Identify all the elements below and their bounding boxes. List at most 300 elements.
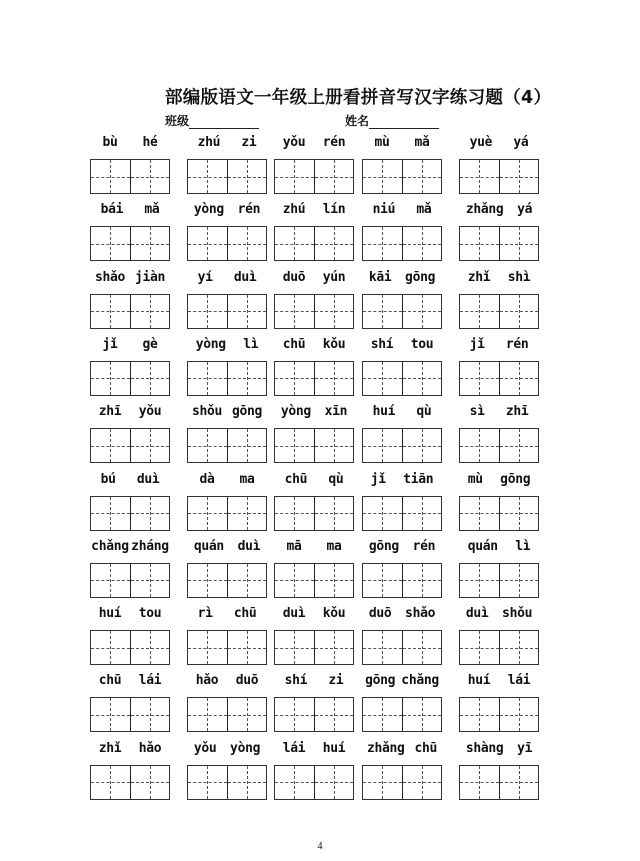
tianzige-box (274, 563, 354, 598)
writing-cell[interactable] (460, 497, 499, 530)
writing-cell[interactable] (499, 766, 539, 799)
writing-cell[interactable] (314, 227, 354, 260)
tianzige-box (459, 765, 539, 800)
pinyin-label (362, 741, 442, 756)
writing-cell[interactable] (130, 429, 170, 462)
writing-cell[interactable] (227, 766, 267, 799)
writing-cell[interactable] (460, 160, 499, 193)
writing-cell[interactable] (363, 497, 402, 530)
writing-cell[interactable] (402, 227, 442, 260)
pinyin-syllable: yí (197, 269, 213, 285)
pinyin-syllable: qù (416, 404, 432, 420)
tianzige-box (187, 361, 267, 396)
writing-cell[interactable] (314, 362, 354, 395)
pinyin-syllable: xīn (324, 404, 348, 420)
writing-cell[interactable] (91, 295, 130, 328)
writing-cell[interactable] (188, 429, 227, 462)
pinyin-syllable: gōng (405, 269, 436, 285)
pinyin-syllable: duì (136, 471, 160, 487)
writing-cell[interactable] (275, 362, 314, 395)
pinyin-syllable: mā (286, 538, 302, 554)
pinyin-label (459, 539, 539, 554)
tianzige-box (362, 226, 442, 261)
pinyin-syllable: bù (102, 135, 118, 150)
pinyin-syllable: zi (241, 135, 257, 150)
pinyin-syllable: rì (197, 606, 213, 622)
tianzige-box (274, 496, 354, 531)
pinyin-label (274, 337, 354, 352)
pinyin-syllable: chū (98, 673, 122, 689)
pinyin-syllable: zháng (131, 538, 169, 554)
tianzige-box (90, 496, 170, 531)
tianzige-box (187, 496, 267, 531)
writing-cell[interactable] (499, 227, 539, 260)
writing-cell[interactable] (314, 631, 354, 664)
pinyin-syllable: mǎ (414, 135, 430, 150)
pinyin-syllable: ma (239, 471, 255, 487)
writing-cell[interactable] (91, 497, 130, 530)
worksheet-title: 部编版语文一年级上册看拼音写汉字练习题（4） (165, 88, 552, 108)
writing-cell[interactable] (227, 429, 267, 462)
pinyin-syllable: quán (467, 538, 498, 554)
pinyin-label (362, 337, 442, 352)
pinyin-syllable: huí (467, 673, 491, 689)
writing-cell[interactable] (363, 160, 402, 193)
writing-cell[interactable] (460, 295, 499, 328)
pinyin-syllable: zhǎng (366, 740, 405, 756)
pinyin-syllable: shǎo (405, 606, 436, 622)
pinyin-syllable: gōng (500, 471, 531, 487)
tianzige-box (362, 496, 442, 531)
tianzige-box (90, 765, 170, 800)
pinyin-syllable: qù (328, 471, 344, 487)
pinyin-syllable: gè (142, 336, 158, 352)
pinyin-label (459, 472, 539, 487)
name-blank-line[interactable] (369, 116, 439, 129)
writing-cell[interactable] (188, 698, 227, 731)
writing-cell[interactable] (130, 362, 170, 395)
pinyin-syllable: zhú (282, 202, 306, 218)
pinyin-syllable: bái (100, 202, 124, 218)
pinyin-label (274, 539, 354, 554)
writing-cell[interactable] (91, 160, 130, 193)
pinyin-syllable: bú (100, 471, 116, 487)
pinyin-syllable: zhú (197, 135, 221, 150)
tianzige-box (459, 294, 539, 329)
tianzige-box (274, 226, 354, 261)
writing-cell[interactable] (402, 429, 442, 462)
writing-cell[interactable] (130, 160, 170, 193)
tianzige-box (274, 428, 354, 463)
pinyin-syllable: duō (282, 269, 306, 285)
pinyin-syllable: shì (507, 269, 531, 285)
writing-cell[interactable] (314, 564, 354, 597)
tianzige-box (90, 428, 170, 463)
writing-cell[interactable] (402, 698, 442, 731)
tianzige-box (362, 294, 442, 329)
tianzige-box (187, 294, 267, 329)
pinyin-syllable: yòng (280, 404, 311, 420)
writing-cell[interactable] (460, 362, 499, 395)
pinyin-syllable: yòng (195, 336, 226, 352)
pinyin-syllable: jǐ (469, 336, 485, 352)
pinyin-label (187, 337, 267, 352)
tianzige-box (274, 159, 354, 194)
pinyin-label (187, 606, 267, 621)
pinyin-syllable: rén (322, 135, 346, 150)
writing-cell[interactable] (227, 631, 267, 664)
pinyin-syllable: yá (513, 135, 529, 150)
pinyin-label (274, 270, 354, 285)
class-label: 班级 (165, 114, 190, 128)
writing-cell[interactable] (314, 497, 354, 530)
writing-cell[interactable] (227, 698, 267, 731)
pinyin-label (187, 741, 267, 756)
pinyin-label (90, 741, 170, 756)
writing-cell[interactable] (314, 429, 354, 462)
pinyin-label (90, 270, 170, 285)
writing-cell[interactable] (91, 631, 130, 664)
writing-cell[interactable] (460, 631, 499, 664)
tianzige-box (362, 765, 442, 800)
pinyin-syllable: hǎo (195, 673, 219, 689)
writing-cell[interactable] (499, 698, 539, 731)
pinyin-label (362, 135, 442, 150)
tianzige-box (459, 159, 539, 194)
writing-cell[interactable] (130, 497, 170, 530)
pinyin-syllable: chū (282, 336, 306, 352)
writing-cell[interactable] (499, 295, 539, 328)
pinyin-label (90, 135, 170, 150)
pinyin-syllable: tiān (403, 471, 434, 487)
writing-cell[interactable] (499, 362, 539, 395)
pinyin-label (187, 472, 267, 487)
tianzige-box (459, 361, 539, 396)
tianzige-box (362, 563, 442, 598)
pinyin-label (362, 472, 442, 487)
tianzige-box (187, 159, 267, 194)
pinyin-syllable: yá (517, 202, 533, 218)
tianzige-box (90, 630, 170, 665)
pinyin-label (274, 135, 354, 150)
pinyin-label (274, 472, 354, 487)
writing-cell[interactable] (402, 766, 442, 799)
pinyin-syllable: yǒu (138, 404, 162, 420)
pinyin-label (459, 337, 539, 352)
writing-cell[interactable] (130, 766, 170, 799)
tianzige-box (187, 563, 267, 598)
writing-cell[interactable] (227, 564, 267, 597)
pinyin-syllable: yòng (193, 202, 224, 218)
writing-cell[interactable] (275, 295, 314, 328)
pinyin-label (459, 202, 539, 217)
page-number: 4 (317, 841, 323, 852)
pinyin-label (187, 270, 267, 285)
writing-cell[interactable] (402, 497, 442, 530)
pinyin-syllable: yī (517, 740, 533, 756)
pinyin-syllable: duō (368, 606, 392, 622)
writing-cell[interactable] (275, 429, 314, 462)
pinyin-label (274, 606, 354, 621)
pinyin-syllable: gōng (231, 404, 263, 420)
writing-cell[interactable] (188, 766, 227, 799)
tianzige-box (90, 294, 170, 329)
tianzige-box (362, 361, 442, 396)
pinyin-syllable: mù (374, 135, 390, 150)
writing-cell[interactable] (363, 564, 402, 597)
writing-cell[interactable] (227, 295, 267, 328)
pinyin-syllable: rén (237, 202, 261, 218)
writing-cell[interactable] (363, 631, 402, 664)
writing-cell[interactable] (499, 631, 539, 664)
writing-cell[interactable] (227, 362, 267, 395)
pinyin-label (459, 606, 539, 621)
pinyin-syllable: chǎng (91, 538, 129, 554)
pinyin-syllable: sì (469, 404, 485, 420)
tianzige-box (274, 765, 354, 800)
writing-cell[interactable] (314, 295, 354, 328)
writing-cell[interactable] (460, 227, 499, 260)
writing-cell[interactable] (363, 362, 402, 395)
writing-cell[interactable] (275, 698, 314, 731)
pinyin-label (187, 135, 267, 150)
tianzige-box (459, 697, 539, 732)
pinyin-syllable: mǎ (416, 202, 432, 218)
pinyin-syllable: rén (412, 538, 436, 554)
pinyin-syllable: chū (233, 606, 257, 622)
pinyin-label (459, 673, 539, 688)
writing-cell[interactable] (314, 766, 354, 799)
writing-cell[interactable] (460, 429, 499, 462)
pinyin-syllable: mù (467, 471, 483, 487)
writing-cell[interactable] (402, 295, 442, 328)
tianzige-box (362, 630, 442, 665)
writing-cell[interactable] (91, 227, 130, 260)
tianzige-box (362, 697, 442, 732)
writing-cell[interactable] (275, 631, 314, 664)
pinyin-syllable: lín (322, 202, 346, 218)
pinyin-syllable: hé (142, 135, 158, 150)
writing-cell[interactable] (499, 497, 539, 530)
writing-cell[interactable] (402, 564, 442, 597)
pinyin-label (187, 539, 267, 554)
pinyin-label (90, 337, 170, 352)
writing-cell[interactable] (130, 295, 170, 328)
tianzige-box (459, 496, 539, 531)
pinyin-syllable: yòng (230, 740, 261, 756)
pinyin-label (274, 741, 354, 756)
writing-cell[interactable] (402, 160, 442, 193)
pinyin-label (459, 741, 539, 756)
pinyin-label (90, 202, 170, 217)
pinyin-syllable: yuè (469, 135, 493, 150)
pinyin-syllable: zhī (98, 404, 122, 420)
tianzige-box (274, 630, 354, 665)
writing-cell[interactable] (91, 698, 130, 731)
pinyin-label (187, 404, 267, 419)
pinyin-syllable: shǎo (94, 269, 126, 285)
tianzige-box (362, 428, 442, 463)
tianzige-box (187, 226, 267, 261)
tianzige-box (274, 697, 354, 732)
tianzige-box (90, 563, 170, 598)
pinyin-syllable: kāi (368, 269, 392, 285)
pinyin-syllable: shǒu (502, 606, 533, 622)
pinyin-syllable: yún (322, 269, 346, 285)
pinyin-syllable: kǒu (322, 336, 346, 352)
pinyin-syllable: chǎng (401, 673, 439, 689)
class-field (165, 112, 259, 129)
pinyin-syllable: huí (322, 740, 346, 756)
tianzige-box (459, 563, 539, 598)
writing-cell[interactable] (130, 564, 170, 597)
tianzige-box (274, 361, 354, 396)
writing-cell[interactable] (363, 429, 402, 462)
pinyin-syllable: jǐ (370, 471, 386, 487)
pinyin-label (90, 472, 170, 487)
writing-cell[interactable] (188, 227, 227, 260)
writing-cell[interactable] (188, 564, 227, 597)
pinyin-label (362, 606, 442, 621)
pinyin-syllable: mǎ (144, 202, 160, 218)
writing-cell[interactable] (188, 160, 227, 193)
tianzige-box (90, 226, 170, 261)
writing-cell[interactable] (130, 698, 170, 731)
tianzige-box (187, 765, 267, 800)
tianzige-box (274, 294, 354, 329)
pinyin-syllable: dà (199, 471, 215, 487)
writing-cell[interactable] (227, 227, 267, 260)
writing-cell[interactable] (91, 564, 130, 597)
writing-cell[interactable] (188, 362, 227, 395)
pinyin-label (274, 202, 354, 217)
pinyin-label (274, 673, 354, 688)
pinyin-syllable: kǒu (322, 606, 346, 622)
writing-cell[interactable] (460, 766, 499, 799)
writing-cell[interactable] (188, 295, 227, 328)
pinyin-syllable: chū (284, 471, 308, 487)
pinyin-syllable: lái (282, 740, 306, 756)
pinyin-label (459, 135, 539, 150)
pinyin-syllable: duō (235, 673, 259, 689)
pinyin-syllable: tou (410, 336, 434, 352)
pinyin-label (362, 673, 442, 688)
pinyin-syllable: jiàn (134, 269, 166, 285)
writing-cell[interactable] (91, 429, 130, 462)
writing-cell[interactable] (91, 362, 130, 395)
writing-cell[interactable] (275, 497, 314, 530)
pinyin-syllable: yǒu (193, 740, 217, 756)
name-label: 姓名 (345, 114, 370, 128)
writing-cell[interactable] (460, 698, 499, 731)
pinyin-syllable: duì (233, 269, 257, 285)
pinyin-label (362, 539, 442, 554)
writing-cell[interactable] (363, 295, 402, 328)
writing-cell[interactable] (275, 564, 314, 597)
pinyin-syllable: lì (243, 336, 259, 352)
writing-cell[interactable] (402, 362, 442, 395)
writing-cell[interactable] (275, 766, 314, 799)
pinyin-syllable: duì (282, 606, 306, 622)
pinyin-label (362, 404, 442, 419)
writing-cell[interactable] (188, 497, 227, 530)
pinyin-syllable: zhǐ (98, 740, 122, 756)
pinyin-syllable: zhī (505, 404, 529, 420)
writing-cell[interactable] (130, 631, 170, 664)
pinyin-syllable: chū (414, 740, 438, 756)
writing-cell[interactable] (499, 160, 539, 193)
pinyin-syllable: yǒu (282, 135, 306, 150)
pinyin-label (459, 270, 539, 285)
writing-cell[interactable] (227, 160, 267, 193)
writing-cell[interactable] (91, 766, 130, 799)
pinyin-syllable: jǐ (102, 336, 118, 352)
writing-cell[interactable] (227, 497, 267, 530)
tianzige-box (187, 428, 267, 463)
pinyin-syllable: shí (370, 336, 394, 352)
tianzige-box (90, 697, 170, 732)
pinyin-syllable: lái (507, 673, 531, 689)
tianzige-box (90, 159, 170, 194)
class-blank-line[interactable] (189, 116, 259, 129)
pinyin-label (187, 673, 267, 688)
pinyin-syllable: shàng (465, 740, 504, 756)
pinyin-syllable: gōng (365, 673, 396, 689)
writing-cell[interactable] (314, 698, 354, 731)
writing-cell[interactable] (363, 766, 402, 799)
tianzige-box (187, 697, 267, 732)
pinyin-label (90, 606, 170, 621)
writing-cell[interactable] (130, 227, 170, 260)
pinyin-syllable: zhǎng (465, 202, 504, 218)
pinyin-syllable: zhǐ (467, 269, 491, 285)
writing-cell[interactable] (275, 160, 314, 193)
pinyin-label (90, 539, 170, 554)
tianzige-box (362, 159, 442, 194)
pinyin-syllable: duì (237, 538, 261, 554)
pinyin-syllable: ma (326, 538, 342, 554)
pinyin-label (274, 404, 354, 419)
writing-cell[interactable] (402, 631, 442, 664)
pinyin-syllable: huí (98, 606, 122, 622)
name-field (345, 112, 439, 129)
writing-cell[interactable] (460, 564, 499, 597)
writing-cell[interactable] (275, 227, 314, 260)
pinyin-syllable: gōng (368, 538, 399, 554)
writing-cell[interactable] (363, 698, 402, 731)
pinyin-syllable: shí (284, 673, 308, 689)
writing-cell[interactable] (499, 564, 539, 597)
pinyin-syllable: quán (193, 538, 224, 554)
pinyin-syllable: lì (515, 538, 531, 554)
pinyin-label (459, 404, 539, 419)
writing-cell[interactable] (499, 429, 539, 462)
pinyin-syllable: hǎo (138, 740, 162, 756)
writing-cell[interactable] (363, 227, 402, 260)
pinyin-syllable: duì (465, 606, 489, 622)
pinyin-syllable: niú (372, 202, 396, 218)
tianzige-box (459, 428, 539, 463)
writing-cell[interactable] (188, 631, 227, 664)
pinyin-syllable: rén (505, 336, 529, 352)
writing-cell[interactable] (314, 160, 354, 193)
tianzige-box (187, 630, 267, 665)
pinyin-label (362, 270, 442, 285)
tianzige-box (90, 361, 170, 396)
pinyin-syllable: zi (328, 673, 344, 689)
pinyin-syllable: shǒu (191, 404, 223, 420)
tianzige-box (459, 226, 539, 261)
